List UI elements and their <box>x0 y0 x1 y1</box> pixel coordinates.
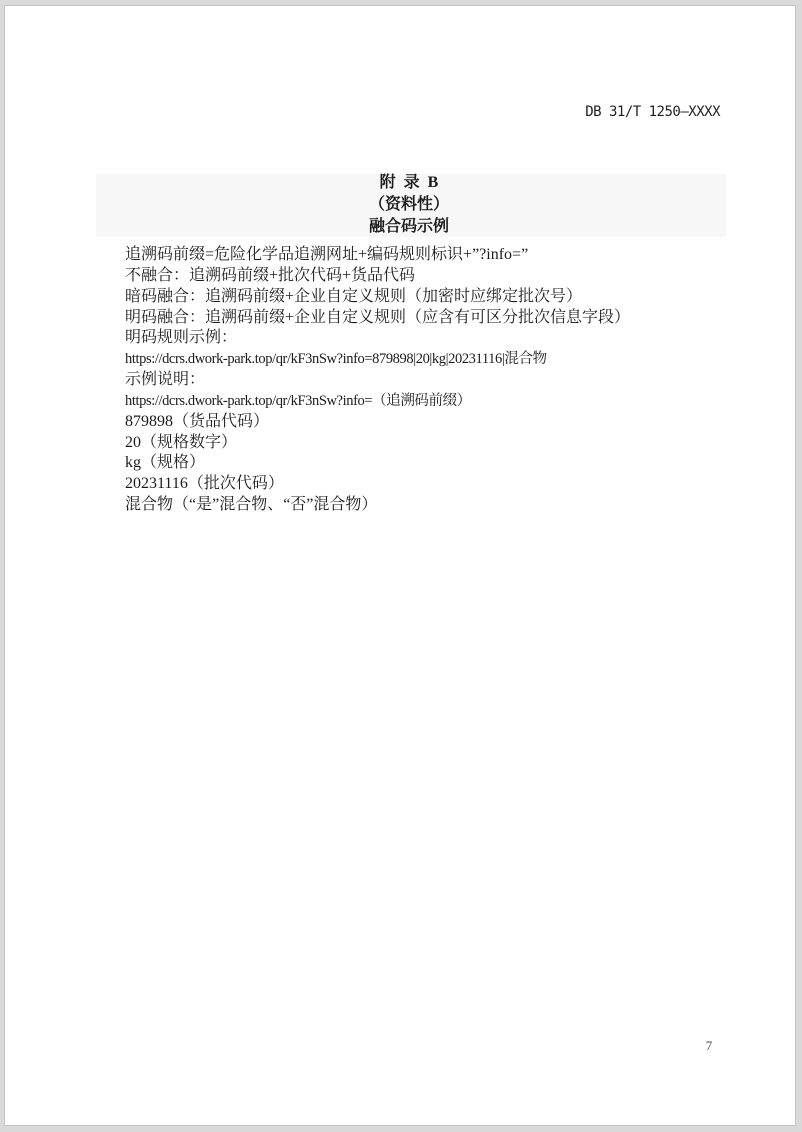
body-line-plain-rule-example-label: 明码规则示例： <box>125 329 238 347</box>
body-line-url-prefix-explanation: https://dcrs.dwork-park.top/qr/kF3nSw?info=（追溯码前缀） <box>125 392 471 409</box>
body-line-mixture-explanation: 混合物（“是”混合物、“否”混合物） <box>125 496 378 514</box>
appendix-body <box>125 245 745 516</box>
body-line-spec-number-explanation: 20（规格数字） <box>125 433 238 451</box>
appendix-title-block <box>5 172 795 238</box>
appendix-subject: 融合码示例 <box>368 218 449 235</box>
document-page <box>4 5 796 1126</box>
body-line-example-url: https://dcrs.dwork-park.top/qr/kF3nSw?info=879898|20|kg|20231116|混合物 <box>125 351 547 368</box>
body-line-spec-unit-explanation: kg（规格） <box>125 454 206 472</box>
page-number: 7 <box>705 1038 713 1053</box>
body-line-batch-code-explanation: 20231116（批次代码） <box>125 475 284 493</box>
body-line-no-fusion-rule: 不融合：追溯码前缀+批次代码+货品代码 <box>125 266 416 284</box>
body-line-plain-code-fusion-rule: 明码融合：追溯码前缀+企业自定义规则（应含有可区分批次信息字段） <box>125 308 631 326</box>
appendix-type-note: （资料性） <box>368 196 449 213</box>
body-line-example-explanation-label: 示例说明： <box>125 371 206 389</box>
body-line-trace-prefix-definition: 追溯码前缀=危险化学品追溯网址+编码规则标识+”?info=” <box>125 246 529 263</box>
standard-document-code: DB 31/T 1250—XXXX <box>585 104 720 120</box>
appendix-title: 附 录 B <box>379 174 439 191</box>
body-line-goods-code-explanation: 879898（货品代码） <box>125 412 270 430</box>
body-line-hidden-code-fusion-rule: 暗码融合：追溯码前缀+企业自定义规则（加密时应绑定批次号） <box>125 287 583 305</box>
